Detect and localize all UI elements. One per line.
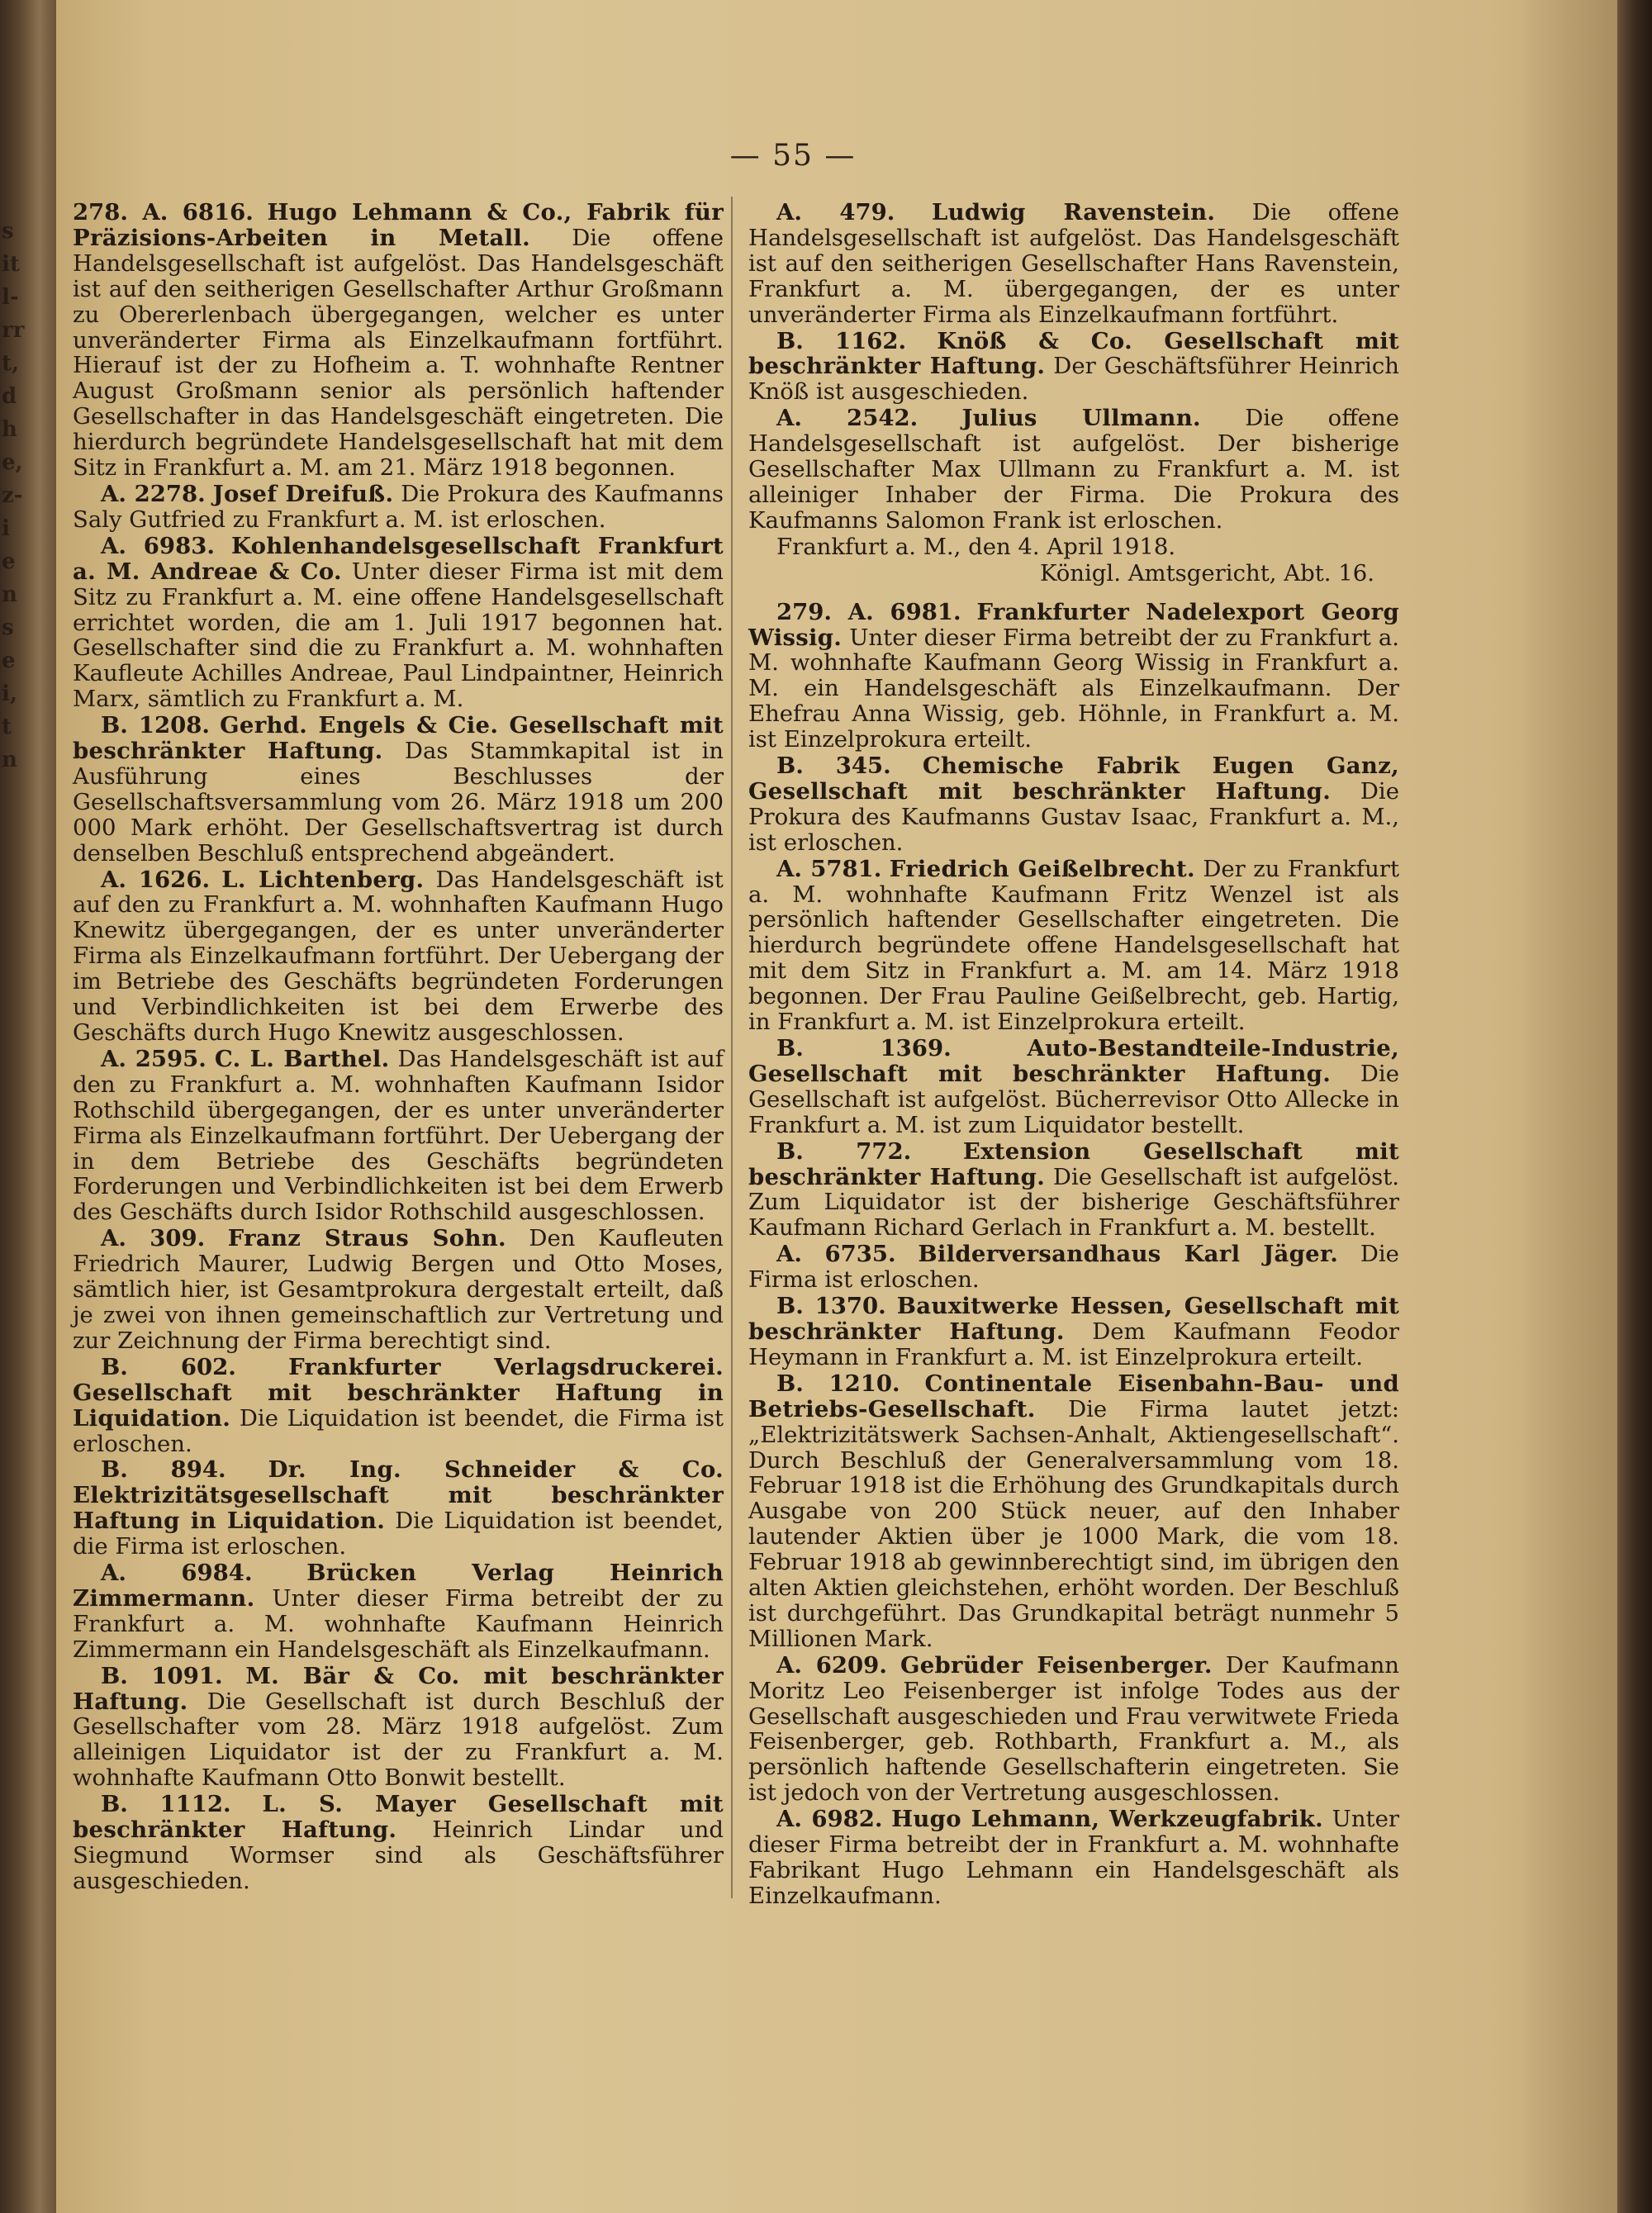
firm-name: Gerhd. Engels & Cie. Gesellschaft mit beschränkter Haftung. <box>73 712 724 765</box>
entry-reference: 278. A. 6816. <box>73 199 254 226</box>
entry-text: Das Stammkapital ist in Ausführung eines Beschlusses der Gesellschaftsversammlung vom 26. März 1918 um 200 000 Mark erhöht. Der Gesellschaftsvertrag ist durch denselben Beschluß entsprechend abgeändert. <box>73 738 724 867</box>
register-entry <box>73 1226 724 1354</box>
firm-name: Auto-Bestandteile-Industrie, Gesellschaft mit beschränkter Haftung. <box>748 1035 1399 1087</box>
entry-reference: A. 479. <box>776 199 895 226</box>
register-entry <box>73 534 724 712</box>
register-entry <box>748 1036 1399 1138</box>
entry-reference: A. 2278. <box>101 480 206 507</box>
entry-reference: 279. A. 6981. <box>776 598 961 625</box>
right-column-entries-a <box>748 200 1399 534</box>
entry-reference: B. 1369. <box>776 1035 952 1061</box>
register-entry <box>748 753 1399 856</box>
entry-reference: A. 2595. <box>101 1045 206 1072</box>
firm-name: Hugo Lehmann & Co., Fabrik für Präzisions-Arbeiten in Metall. <box>73 199 724 251</box>
entry-reference: B. 772. <box>776 1137 912 1165</box>
register-entry <box>748 200 1399 328</box>
register-entry <box>748 1139 1399 1242</box>
firm-name: Julius Ullmann. <box>961 405 1201 432</box>
entry-text: Unter dieser Firma betreibt der zu Frankfurt a. M. wohnhafte Kaufmann Georg Wissig in Frankfurt a. M. ein Handelsgeschäft als Einzelkaufmann. Der Ehefrau Anna Wissig, geb. Höhnle, in Frankfurt a. M. ist Einzelprokura erteilt. <box>748 624 1399 753</box>
entry-text: Die offene Handelsgesellschaft ist aufgelöst. Der bisherige Gesellschafter Max Ullmann zu Frankfurt a. M. ist alleiniger Inhaber der Firma. Die Prokura des Kaufmanns Salomon Frank ist erloschen. <box>748 405 1399 534</box>
entry-reference: B. 1162. <box>776 327 907 354</box>
entry-reference: B. 602. <box>101 1353 236 1380</box>
entry-text: Das Handelsgeschäft ist auf den zu Frankfurt a. M. wohnhaften Kaufmann Isidor Rothschild übergegangen, der es unter unveränderter Firma als Einzelkaufmann fortführt. Der Uebergang der in dem Betriebe des Geschäfts begründeten Forderungen und Verbindlichkeiten ist bei dem Erwerb des Geschäfts durch Isidor Rothschild ausgeschlossen. <box>73 1045 724 1226</box>
entry-text: Die Gesellschaft ist aufgelöst. Zum Liquidator ist der bisherige Geschäftsführer Kaufmann Richard Gerlach in Frankfurt a. M. bestellt. <box>748 1163 1399 1242</box>
entry-text: Der Geschäftsführer Heinrich Knöß ist ausgeschieden. <box>748 353 1399 406</box>
register-entry <box>748 1371 1399 1652</box>
entry-reference: A. 1626. <box>101 866 211 893</box>
register-entry <box>748 329 1399 406</box>
entry-reference: B. 345. <box>776 753 891 780</box>
register-entry <box>73 200 724 481</box>
entry-text: Unter dieser Firma ist mit dem Sitz zu Frankfurt a. M. eine offene Handelsgesellschaft errichtet worden, die am 1. Juli 1917 begonnen hat. Gesellschafter sind die zu Frankfurt a. M. wohnhaften Kaufleute Achilles Andreae, Paul Lindpaintner, Heinrich Marx, sämtlich zu Frankfurt a. M. <box>73 558 724 713</box>
firm-name: Kohlenhandelsgesellschaft Frankfurt a. M. Andreae & Co. <box>73 532 724 585</box>
entry-text: Die offene Handelsgesellschaft ist aufgelöst. Das Handelsgeschäft ist auf den seitherigen Gesellschafter Hans Ravenstein, Frankfurt a. M. übergegangen, der es unter unveränderter Firma als Einzelkaufmann fortführt. <box>748 199 1399 328</box>
register-entry <box>748 1242 1399 1293</box>
entry-reference: A. 5781. <box>776 855 882 882</box>
entry-text: Die Prokura des Kaufmanns Saly Gutfried zu Frankfurt a. M. ist erloschen. <box>73 480 724 533</box>
entry-text: Die Firma ist erloschen. <box>748 1241 1399 1294</box>
entry-reference: A. 6982. <box>776 1806 883 1833</box>
entry-reference: A. 2542. <box>776 405 919 432</box>
facing-page-text-fragment: s it l- rr t, d h e, z- i e n s e i, t n <box>2 219 25 772</box>
firm-name: Chemische Fabrik Eugen Ganz, Gesellschaft mit beschränkter Haftung. <box>748 753 1399 805</box>
firm-name: Hugo Lehmann, Werkzeugfabrik. <box>891 1806 1324 1833</box>
register-entry <box>73 1792 724 1894</box>
register-entry <box>748 857 1399 1035</box>
entry-reference: A. 6983. <box>101 532 215 559</box>
page-number: — 55 — <box>729 139 857 173</box>
entry-text: Der zu Frankfurt a. M. wohnhafte Kaufmann Fritz Wenzel ist als persönlich haftender Gesellschafter eingetreten. Die hierdurch begründete offene Handelsgesellschaft hat mit dem Sitz in Frankfurt a. M. am 14. März 1918 begonnen. Der Frau Pauline Geißelbrecht, geb. Hartig, in Frankfurt a. M. ist Einzelprokura erteilt. <box>748 855 1399 1036</box>
firm-name: Frankfurter Nadelexport Georg Wissig. <box>748 598 1399 651</box>
entry-text: Die Gesellschaft ist aufgelöst. Bücherrevisor Otto Allecke in Frankfurt a. M. ist zum Liquidator bestellt. <box>748 1060 1399 1138</box>
entry-text: Die offene Handelsgesellschaft ist aufgelöst. Das Handelsgeschäft ist auf den seitherigen Gesellschafter Arthur Großmann zu Obererlenbach übergegangen, welcher es unter unveränderter Firma als Einzelkaufmann fortführt. Hierauf ist der zu Hofheim a. T. wohnhafte Rentner August Großmann senior als persönlich haftender Gesellschafter in das Handelsgeschäft eingetreten. Die hierdurch begründete Handelsgesellschaft hat mit dem Sitz in Frankfurt a. M. am 21. März 1918 begonnen. <box>73 224 724 482</box>
entry-reference: B. 1210. <box>776 1370 900 1397</box>
firm-name: C. L. Barthel. <box>214 1045 390 1072</box>
entry-text: Das Handelsgeschäft ist auf den zu Frankfurt a. M. wohnhaften Kaufmann Hugo Knewitz übergegangen, der es unter unveränderter Firma als Einzelkaufmann fortführt. Der Uebergang der im Betriebe des Geschäfts begründeten Forderungen und Verbindlichkeiten ist bei dem Erwerbe des Geschäfts durch Hugo Knewitz ausgeschlossen. <box>73 866 724 1046</box>
entry-text: Unter dieser Firma betreibt der in Frankfurt a. M. wohnhafte Fabrikant Hugo Lehmann ein Handelsgeschäft als Einzelkaufmann. <box>748 1806 1399 1909</box>
firm-name: L. S. Mayer Gesellschaft mit beschränkter Haftung. <box>73 1791 724 1844</box>
firm-name: Dr. Ing. Schneider & Co. Elektrizitätsgesellschaft mit beschränkter Haftung in Liquidation. <box>73 1456 724 1535</box>
firm-name: Bilderversandhaus Karl Jäger. <box>918 1241 1339 1268</box>
firm-name: Franz Straus Sohn. <box>227 1225 506 1252</box>
entry-reference: A. 6209. <box>776 1651 887 1679</box>
firm-name: Gebrüder Feisenberger. <box>900 1651 1213 1679</box>
register-entry <box>748 406 1399 534</box>
register-entry <box>73 1355 724 1457</box>
register-entry <box>73 1457 724 1560</box>
facing-page-edge <box>0 0 56 2213</box>
firm-name: Brücken Verlag Heinrich Zimmermann. <box>73 1560 724 1612</box>
entry-reference: B. 1112. <box>101 1791 231 1818</box>
entry-reference: A. 6735. <box>776 1241 896 1268</box>
register-entry <box>73 713 724 866</box>
entry-text: Die Liquidation ist beendet, die Firma ist erloschen. <box>73 1508 724 1560</box>
entry-text: Die Liquidation ist beendet, die Firma ist erloschen. <box>73 1404 724 1457</box>
right-column <box>748 200 1399 1910</box>
register-entry <box>748 1294 1399 1370</box>
entry-text: Die Firma lautet jetzt: „Elektrizitätswerk Sachsen-Anhalt, Aktiengesellschaft“. Durch Beschluß der Generalversammlung vom 18. Februar 1918 ist die Erhöhung des Grundkapitals durch Ausgabe von 200 Stück neuer, auf den Inhaber lautender Aktien über je 1000 Mark, die vom 18. Februar 1918 ab gewinnberechtigt sind, im übrigen den alten Aktien gleichstehen, erhöht worden. Der Beschluß ist durchgeführt. Das Grundkapital beträgt nunmehr 5 Millionen Mark. <box>748 1395 1399 1652</box>
register-entry <box>748 1653 1399 1806</box>
entry-text: Unter dieser Firma betreibt der zu Frankfurt a. M. wohnhafte Kaufmann Heinrich Zimmermann ein Handelsgeschäft als Einzelkaufmann. <box>73 1584 724 1663</box>
entry-text: Den Kaufleuten Friedrich Maurer, Ludwig Bergen und Otto Moses, sämtlich hier, ist Gesamtprokura dergestalt erteilt, daß je zwei von ihnen gemeinschaftlich zur Vertretung und zur Zeichnung der Firma berechtigt sind. <box>73 1225 724 1354</box>
entry-reference: B. 894. <box>101 1456 226 1484</box>
firm-name: Knöß & Co. Gesellschaft mit beschränkter Haftung. <box>748 327 1399 380</box>
firm-name: Josef Dreifuß. <box>212 480 394 507</box>
entry-text: Die Prokura des Kaufmanns Gustav Isaac, Frankfurt a. M., ist erloschen. <box>748 777 1399 856</box>
entry-reference: B. 1091. <box>101 1662 223 1689</box>
entry-reference: A. 309. <box>101 1225 206 1252</box>
firm-name: Ludwig Ravenstein. <box>932 199 1216 226</box>
entry-text: Der Kaufmann Moritz Leo Feisenberger ist infolge Todes aus der Gesellschaft ausgeschieden und Frau verwitwete Frieda Feisenberger, geb. Rothbarth, Frankfurt a. M., als persönlich haftende Gesellschafterin eingetreten. Sie ist jedoch von der Vertretung ausgeschlossen. <box>748 1651 1400 1807</box>
firm-name: Frankfurter Verlagsdruckerei. Gesellschaft mit beschränkter Haftung in Liquidation. <box>73 1353 724 1432</box>
register-entry <box>748 1807 1399 1909</box>
register-entry <box>73 1664 724 1792</box>
book-cover-edge <box>1617 0 1652 2213</box>
signoff-date: Frankfurt a. M., den 4. April 1918. <box>776 533 1176 560</box>
firm-name: Friedrich Geißelbrecht. <box>889 855 1195 882</box>
entry-text: Dem Kaufmann Feodor Heymann in Frankfurt a. M. ist Einzelprokura erteilt. <box>748 1318 1399 1370</box>
register-entry <box>73 1047 724 1225</box>
entry-text: Heinrich Lindar und Siegmund Wormser sind als Geschäftsführer ausgeschieden. <box>73 1816 724 1894</box>
right-column-entries-b <box>748 600 1399 1909</box>
entry-reference: B. 1370. <box>776 1293 886 1320</box>
register-entry <box>73 482 724 533</box>
firm-name: Extension Gesellschaft mit beschränkter Haftung. <box>748 1137 1399 1190</box>
column-divider <box>731 197 733 1898</box>
register-entry <box>73 867 724 1046</box>
court-signature: Königl. Amtsgericht, Abt. 16. <box>1039 559 1374 586</box>
entry-reference: A. 6984. <box>101 1560 253 1587</box>
entry-text: Die Gesellschaft ist durch Beschluß der Gesellschafter vom 28. März 1918 aufgelöst. Zum alleinigen Liquidator ist der zu Frankfurt a. M. wohnhafte Kaufmann Otto Bonwit bestellt. <box>73 1688 724 1792</box>
left-column <box>73 200 724 1895</box>
firm-name: Continentale Eisenbahn-Bau- und Betriebs-Gesellschaft. <box>748 1370 1399 1422</box>
firm-name: L. Lichtenberg. <box>221 866 425 893</box>
firm-name: M. Bär & Co. mit beschränkter Haftung. <box>73 1662 724 1715</box>
register-entry <box>748 600 1399 753</box>
firm-name: Bauxitwerke Hessen, Gesellschaft mit beschränkter Haftung. <box>748 1293 1399 1345</box>
register-entry <box>73 1560 724 1663</box>
entry-reference: B. 1208. <box>101 712 210 739</box>
